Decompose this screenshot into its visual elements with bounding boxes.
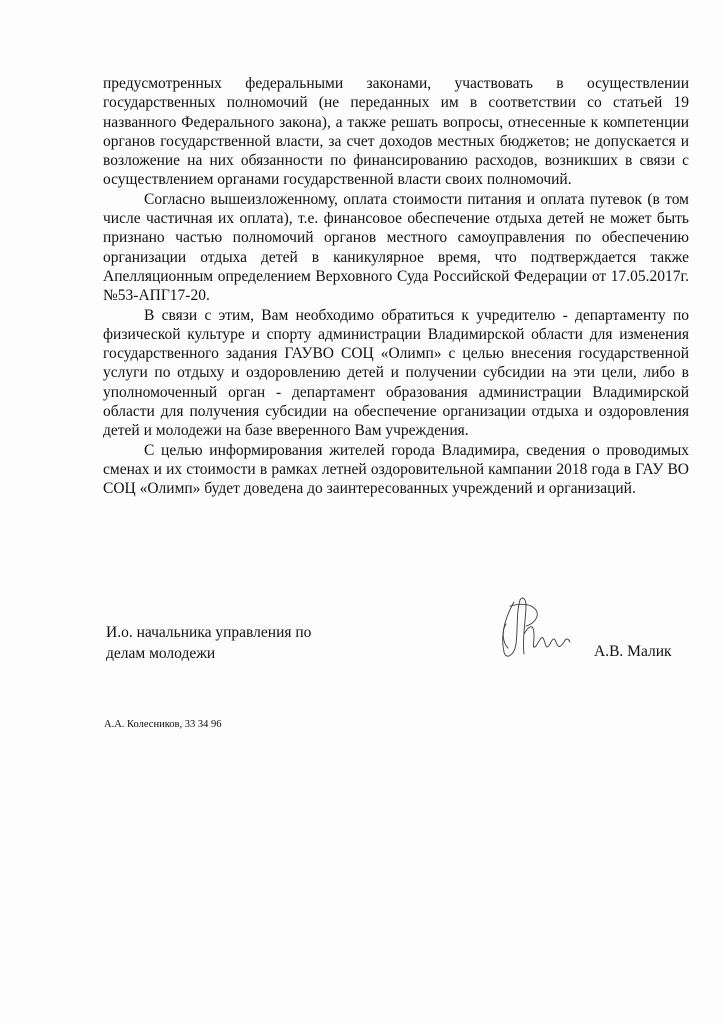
signatory-name: А.В. Малик	[594, 643, 672, 660]
signatory-position	[106, 622, 346, 664]
paragraph-2: Согласно вышеизложенному, оплата стоимости питания и оплата путевок (в том числе частичная их оплата), т.е. финансовое обеспечение отдыха детей не может быть признано частью полномочий органов местного самоуправления по обеспечению организации отдыха детей в каникулярное время, что подтверждается также Апелляционным определением Верховного Суда Российской Федерации от 17.05.2017г. №53-АПГ17-20.	[103, 190, 689, 305]
paragraph-4: С целью информирования жителей города Владимира, сведения о проводимых сменах и их стоимости в рамках летней оздоровительной кампании 2018 года в ГАУ ВО СОЦ «Олимп» будет доведена до заинтересованных учреждений и организаций.	[103, 441, 689, 498]
executor-info: А.А. Колесников, 33 34 96	[104, 719, 222, 730]
signatory-position-line-2: делам молодежи	[106, 645, 216, 662]
document-body	[103, 74, 689, 499]
handwritten-signature	[496, 594, 578, 664]
paragraph-3: В связи с этим, Вам необходимо обратиться к учредителю - департаменту по физической культуре и спорту администрации Владимирской области для изменения государственного задания ГАУВО СОЦ «Олимп» с целью внесения государственной услуги по отдыху и оздоровлению детей и получении субсидии на эти цели, либо в уполномоченный орган - департамент образования администрации Владимирской области для получения субсидии на обеспечение организации отдыха и оздоровления детей и молодежи на базе вверенного Вам учреждения.	[103, 306, 689, 440]
paragraph-1: предусмотренных федеральными законами, участвовать в осуществлении государственных полномочий (не переданных им в соответствии со статьей 19 названного Федерального закона), а также решать вопросы, отнесенные к компетенции органов государственной власти, за счет доходов местных бюджетов; не допускается и возложение на них обязанности по финансированию расходов, возникших в связи с осуществлением органами государственной власти своих полномочий.	[103, 75, 689, 189]
signatory-position-line-1: И.о. начальника управления по	[106, 624, 312, 641]
